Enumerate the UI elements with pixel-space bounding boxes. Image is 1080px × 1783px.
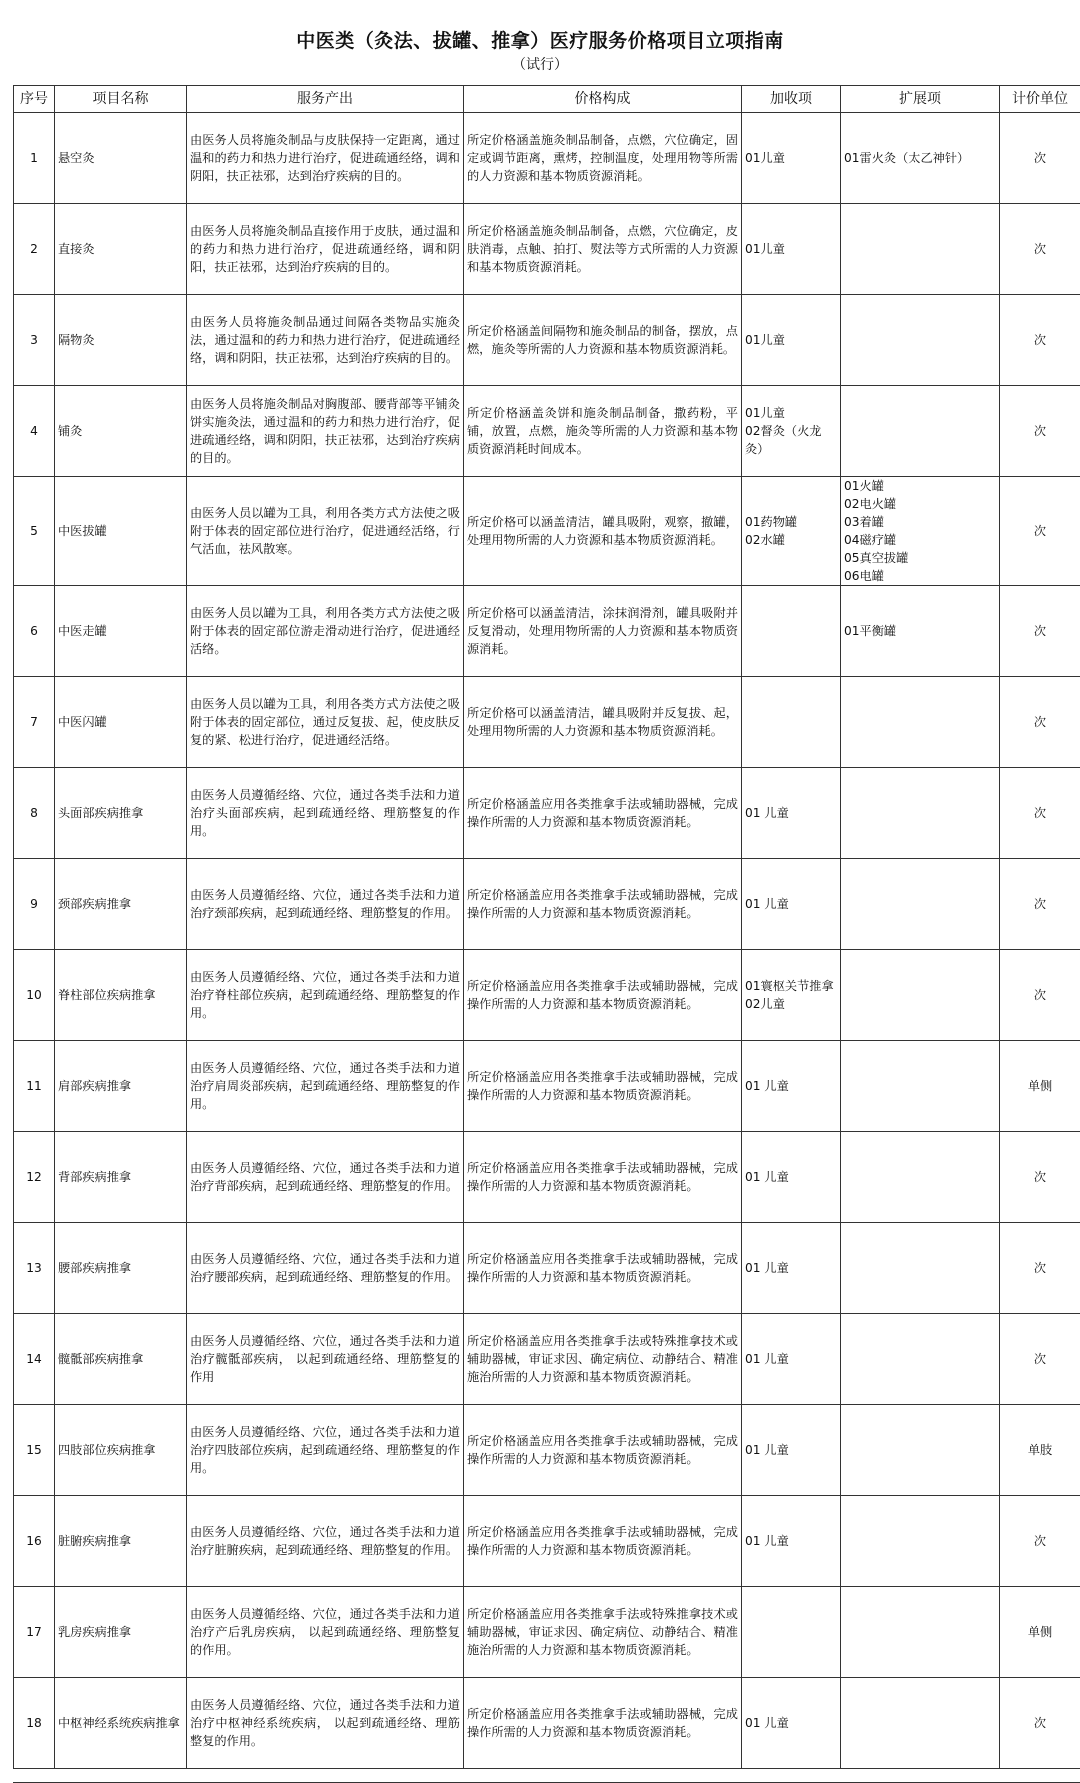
cell-surcharge-text: 01 儿童 xyxy=(745,897,789,911)
cell-surcharge xyxy=(742,204,841,295)
cell-surcharge xyxy=(742,859,841,950)
cell-unit xyxy=(1000,768,1080,859)
pricing-table xyxy=(13,85,1080,1769)
cell-item-name xyxy=(55,768,187,859)
cell-service-output-text: 由医务人员将施灸制品与皮肤保持一定距离，通过温和的药力和热力进行治疗，促进疏通经络，调和阴阳，扶正祛邪，达到治疗疾病的目的。 xyxy=(190,133,460,183)
cell-service-output-text: 由医务人员遵循经络、穴位，通过各类手法和力道治疗肩周炎部疾病，起到疏通经络、理筋整复的作用。 xyxy=(190,1061,460,1111)
cell-price-composition xyxy=(464,1496,742,1587)
cell-no xyxy=(14,1496,55,1587)
header-price: 价格构成 xyxy=(464,86,742,113)
cell-extension-text: 01平衡罐 xyxy=(844,624,897,638)
cell-surcharge xyxy=(742,386,841,477)
cell-price-composition xyxy=(464,295,742,386)
cell-service-output xyxy=(187,1314,464,1405)
cell-unit xyxy=(1000,113,1080,204)
cell-unit-text: 次 xyxy=(1033,1170,1047,1184)
cell-unit xyxy=(1000,1223,1080,1314)
cell-surcharge xyxy=(742,1587,841,1678)
cell-surcharge-text: 01儿童 xyxy=(745,242,785,256)
cell-unit xyxy=(1000,1496,1080,1587)
cell-item-name-text: 悬空灸 xyxy=(58,151,95,165)
cell-surcharge-text: 01儿童 xyxy=(745,151,785,165)
cell-extension xyxy=(841,1405,1000,1496)
cell-service-output-text: 由医务人员遵循经络、穴位，通过各类手法和力道治疗四肢部位疾病，起到疏通经络、理筋整复的作用。 xyxy=(190,1425,460,1475)
table-row xyxy=(14,1405,1080,1496)
cell-item-name-text: 脊柱部位疾病推拿 xyxy=(58,988,156,1002)
cell-no xyxy=(14,1314,55,1405)
cell-service-output xyxy=(187,1405,464,1496)
cell-service-output-text: 由医务人员将施灸制品对胸腹部、腰背部等平铺灸饼实施灸法，通过温和的药力和热力进行治疗，促进疏通经络，调和阴阳，扶正祛邪，达到治疗疾病的目的。 xyxy=(190,397,460,465)
cell-extension xyxy=(841,477,1000,586)
cell-item-name-text: 中医闪罐 xyxy=(58,715,107,729)
table-row xyxy=(14,113,1080,204)
cell-unit-text: 次 xyxy=(1033,1534,1047,1548)
cell-price-composition xyxy=(464,1405,742,1496)
cell-item-name-text: 腰部疾病推拿 xyxy=(58,1261,132,1275)
cell-service-output xyxy=(187,677,464,768)
cell-unit-text: 次 xyxy=(1033,988,1047,1002)
cell-price-composition xyxy=(464,768,742,859)
cell-service-output-text: 由医务人员遵循经络、穴位，通过各类手法和力道治疗髋骶部疾病， 以起到疏通经络、理筋整复的作用 xyxy=(190,1334,460,1384)
cell-extension xyxy=(841,1041,1000,1132)
cell-service-output xyxy=(187,477,464,586)
cell-unit-text: 次 xyxy=(1033,1352,1047,1366)
cell-surcharge xyxy=(742,1405,841,1496)
cell-extension xyxy=(841,950,1000,1041)
table-row xyxy=(14,1041,1080,1132)
cell-surcharge-text: 01儿童 xyxy=(745,333,785,347)
cell-no-text: 12 xyxy=(26,1170,42,1184)
cell-price-composition-text: 所定价格涵盖应用各类推拿手法或辅助器械，完成操作所需的人力资源和基本物质资源消耗。 xyxy=(467,888,738,920)
header-unit: 计价单位 xyxy=(1000,86,1080,113)
cell-surcharge xyxy=(742,1223,841,1314)
table-row xyxy=(14,386,1080,477)
cell-no-text: 15 xyxy=(26,1443,42,1457)
cell-surcharge-text: 01 儿童 xyxy=(745,1170,789,1184)
header-ext: 扩展项 xyxy=(841,86,1000,113)
cell-item-name xyxy=(55,586,187,677)
cell-unit xyxy=(1000,295,1080,386)
cell-extension xyxy=(841,1314,1000,1405)
cell-no xyxy=(14,859,55,950)
cell-item-name-text: 乳房疾病推拿 xyxy=(58,1625,132,1639)
cell-price-composition xyxy=(464,677,742,768)
cell-price-composition-text: 所定价格涵盖应用各类推拿手法或辅助器械，完成操作所需的人力资源和基本物质资源消耗。 xyxy=(467,1434,738,1466)
cell-item-name-text: 中医拔罐 xyxy=(58,524,107,538)
cell-unit-text: 次 xyxy=(1033,715,1047,729)
cell-service-output xyxy=(187,1041,464,1132)
cell-unit xyxy=(1000,1678,1080,1769)
cell-service-output-text: 由医务人员将施灸制品通过间隔各类物品实施灸法，通过温和的药力和热力进行治疗，促进疏通经络，调和阴阳，扶正祛邪，达到治疗疾病的目的。 xyxy=(190,315,460,365)
cell-extension xyxy=(841,859,1000,950)
cell-no xyxy=(14,386,55,477)
cell-surcharge-text: 01 儿童 xyxy=(745,1261,789,1275)
cell-surcharge-text: 01药物罐 02水罐 xyxy=(745,515,798,547)
cell-unit xyxy=(1000,677,1080,768)
cell-no-text: 3 xyxy=(30,333,38,347)
cell-price-composition xyxy=(464,1223,742,1314)
cell-unit xyxy=(1000,1405,1080,1496)
cell-unit xyxy=(1000,1587,1080,1678)
cell-unit-text: 次 xyxy=(1033,242,1047,256)
cell-service-output xyxy=(187,586,464,677)
cell-item-name xyxy=(55,1041,187,1132)
cell-service-output xyxy=(187,204,464,295)
cell-price-composition-text: 所定价格可以涵盖清洁，罐具吸附，观察，撤罐，处理用物所需的人力资源和基本物质资源消耗。 xyxy=(467,515,738,547)
cell-service-output xyxy=(187,1587,464,1678)
cell-surcharge-text: 01 儿童 xyxy=(745,1443,789,1457)
cell-no xyxy=(14,586,55,677)
cell-no-text: 1 xyxy=(30,151,38,165)
cell-no-text: 6 xyxy=(30,624,38,638)
header-extra: 加收项 xyxy=(742,86,841,113)
header-no: 序号 xyxy=(14,86,55,113)
cell-unit-text: 单肢 xyxy=(1027,1443,1053,1457)
cell-unit xyxy=(1000,477,1080,586)
cell-unit-text: 次 xyxy=(1033,897,1047,911)
cell-price-composition xyxy=(464,1678,742,1769)
cell-no xyxy=(14,1405,55,1496)
cell-item-name-text: 颈部疾病推拿 xyxy=(58,897,132,911)
cell-surcharge-text: 01 儿童 xyxy=(745,1079,789,1093)
cell-price-composition-text: 所定价格涵盖施灸制品制备，点燃，穴位确定，固定或调节距离，熏烤，控制温度，处理用物等所需的人力资源和基本物质资源消耗。 xyxy=(467,133,738,183)
cell-no-text: 8 xyxy=(30,806,38,820)
cell-no xyxy=(14,677,55,768)
cell-extension xyxy=(841,1496,1000,1587)
cell-no xyxy=(14,1041,55,1132)
table-row xyxy=(14,677,1080,768)
cell-no xyxy=(14,204,55,295)
cell-item-name xyxy=(55,677,187,768)
cell-surcharge-text: 01儿童 02督灸（火龙灸） xyxy=(745,406,822,456)
cell-unit-text: 单侧 xyxy=(1027,1625,1053,1639)
cell-surcharge xyxy=(742,586,841,677)
cell-price-composition xyxy=(464,204,742,295)
cell-service-output xyxy=(187,386,464,477)
cell-extension xyxy=(841,113,1000,204)
cell-item-name-text: 中医走罐 xyxy=(58,624,107,638)
cell-service-output xyxy=(187,1223,464,1314)
cell-unit-text: 次 xyxy=(1033,624,1047,638)
cell-no xyxy=(14,1587,55,1678)
cell-service-output-text: 由医务人员遵循经络、穴位，通过各类手法和力道治疗脏腑疾病，起到疏通经络、理筋整复的作用。 xyxy=(190,1525,460,1557)
cell-surcharge-text: 01 儿童 xyxy=(745,1352,789,1366)
cell-no xyxy=(14,950,55,1041)
cell-surcharge xyxy=(742,477,841,586)
cell-price-composition-text: 所定价格涵盖应用各类推拿手法或辅助器械，完成操作所需的人力资源和基本物质资源消耗。 xyxy=(467,979,738,1011)
cell-service-output xyxy=(187,295,464,386)
cell-item-name xyxy=(55,1223,187,1314)
cell-price-composition-text: 所定价格涵盖应用各类推拿手法或辅助器械，完成操作所需的人力资源和基本物质资源消耗。 xyxy=(467,1070,738,1102)
table-row xyxy=(14,295,1080,386)
cell-price-composition-text: 所定价格涵盖应用各类推拿手法或辅助器械，完成操作所需的人力资源和基本物质资源消耗。 xyxy=(467,1252,738,1284)
cell-unit-text: 次 xyxy=(1033,1716,1047,1730)
cell-no-text: 14 xyxy=(26,1352,42,1366)
cell-service-output-text: 由医务人员遵循经络、穴位，通过各类手法和力道治疗颈部疾病，起到疏通经络、理筋整复的作用。 xyxy=(190,888,460,920)
cell-extension xyxy=(841,1587,1000,1678)
cell-service-output-text: 由医务人员遵循经络、穴位，通过各类手法和力道治疗背部疾病，起到疏通经络、理筋整复的作用。 xyxy=(190,1161,460,1193)
cell-price-composition-text: 所定价格涵盖应用各类推拿手法或辅助器械，完成操作所需的人力资源和基本物质资源消耗。 xyxy=(467,1161,738,1193)
cell-service-output-text: 由医务人员遵循经络、穴位，通过各类手法和力道治疗产后乳房疾病， 以起到疏通经络、理筋整复的作用。 xyxy=(190,1607,460,1657)
cell-price-composition-text: 所定价格涵盖施灸制品制备，点燃，穴位确定，皮肤消毒，点触、拍打、熨法等方式所需的人力资源和基本物质资源消耗。 xyxy=(467,224,738,274)
cell-price-composition-text: 所定价格涵盖应用各类推拿手法或辅助器械，完成操作所需的人力资源和基本物质资源消耗。 xyxy=(467,1707,738,1739)
cell-extension xyxy=(841,586,1000,677)
cell-no-text: 2 xyxy=(30,242,38,256)
cell-item-name xyxy=(55,1678,187,1769)
cell-no-text: 5 xyxy=(30,524,38,538)
cell-extension-text: 01雷火灸（太乙神针） xyxy=(844,151,970,165)
cell-service-output-text: 由医务人员以罐为工具，利用各类方式方法使之吸附于体表的固定部位，通过反复拔、起，使皮肤反复的紧、松进行治疗，促进通经活络。 xyxy=(190,697,460,747)
cell-no-text: 13 xyxy=(26,1261,42,1275)
cell-service-output-text: 由医务人员遵循经络、穴位，通过各类手法和力道治疗腰部疾病，起到疏通经络、理筋整复的作用。 xyxy=(190,1252,460,1284)
cell-extension xyxy=(841,1678,1000,1769)
cell-service-output xyxy=(187,113,464,204)
cell-service-output xyxy=(187,950,464,1041)
cell-surcharge xyxy=(742,1132,841,1223)
cell-service-output-text: 由医务人员将施灸制品直接作用于皮肤，通过温和的药力和热力进行治疗，促进疏通经络，调和阴阳，扶正祛邪，达到治疗疾病的目的。 xyxy=(190,224,460,274)
table-row xyxy=(14,1678,1080,1769)
cell-no-text: 11 xyxy=(26,1079,42,1093)
cell-item-name xyxy=(55,1314,187,1405)
cell-service-output-text: 由医务人员遵循经络、穴位，通过各类手法和力道治疗中枢神经系统疾病， 以起到疏通经络、理筋整复的作用。 xyxy=(190,1698,460,1748)
cell-service-output xyxy=(187,1678,464,1769)
cell-extension xyxy=(841,677,1000,768)
cell-no-text: 17 xyxy=(26,1625,42,1639)
cell-surcharge xyxy=(742,1496,841,1587)
cell-extension xyxy=(841,768,1000,859)
cell-no-text: 10 xyxy=(26,988,42,1002)
cell-no xyxy=(14,768,55,859)
header-name: 项目名称 xyxy=(55,86,187,113)
cell-unit xyxy=(1000,950,1080,1041)
table-header-row xyxy=(14,86,1080,113)
cell-unit-text: 次 xyxy=(1033,151,1047,165)
cell-price-composition xyxy=(464,1132,742,1223)
page-title: 中医类（灸法、拔罐、推拿）医疗服务价格项目立项指南 xyxy=(296,30,784,52)
table-row xyxy=(14,1587,1080,1678)
cell-service-output-text: 由医务人员遵循经络、穴位，通过各类手法和力道治疗脊柱部位疾病，起到疏通经络、理筋整复的作用。 xyxy=(190,970,460,1020)
cell-item-name xyxy=(55,1496,187,1587)
cell-no xyxy=(14,477,55,586)
cell-no-text: 9 xyxy=(30,897,38,911)
cell-item-name-text: 中枢神经系统疾病推拿 xyxy=(58,1716,180,1730)
cell-unit xyxy=(1000,1314,1080,1405)
cell-service-output-text: 由医务人员遵循经络、穴位，通过各类手法和力道治疗头面部疾病，起到疏通经络、理筋整复的作用。 xyxy=(190,788,460,838)
cell-unit-text: 次 xyxy=(1033,524,1047,538)
cell-price-composition-text: 所定价格可以涵盖清洁，罐具吸附并反复拔、起，处理用物所需的人力资源和基本物质资源消耗。 xyxy=(467,706,738,738)
cell-item-name-text: 脏腑疾病推拿 xyxy=(58,1534,132,1548)
cell-surcharge-text: 01 儿童 xyxy=(745,1534,789,1548)
table-row xyxy=(14,1223,1080,1314)
cell-price-composition-text: 所定价格涵盖间隔物和施灸制品的制备，摆放，点燃，施灸等所需的人力资源和基本物质资源消耗。 xyxy=(467,324,738,356)
cell-surcharge xyxy=(742,295,841,386)
cell-surcharge-text: 01 儿童 xyxy=(745,806,789,820)
table-row xyxy=(14,859,1080,950)
cell-item-name xyxy=(55,950,187,1041)
cell-item-name-text: 头面部疾病推拿 xyxy=(58,806,144,820)
cell-price-composition-text: 所定价格涵盖应用各类推拿手法或特殊推拿技术或辅助器械，审证求因、确定病位、动静结合、精准施治所需的人力资源和基本物质资源消耗。 xyxy=(467,1607,738,1657)
cell-service-output-text: 由医务人员以罐为工具，利用各类方式方法使之吸附于体表的固定部位游走滑动进行治疗，促进通经活络。 xyxy=(190,606,460,656)
table-row xyxy=(14,1314,1080,1405)
page-subtitle: （试行） xyxy=(512,57,568,73)
cell-surcharge xyxy=(742,677,841,768)
cell-surcharge xyxy=(742,1041,841,1132)
cell-service-output xyxy=(187,1132,464,1223)
table-row xyxy=(14,768,1080,859)
cell-no xyxy=(14,295,55,386)
cell-item-name xyxy=(55,204,187,295)
cell-no xyxy=(14,1223,55,1314)
cell-price-composition-text: 所定价格涵盖应用各类推拿手法或辅助器械，完成操作所需的人力资源和基本物质资源消耗。 xyxy=(467,797,738,829)
cell-item-name xyxy=(55,1587,187,1678)
cell-unit-text: 次 xyxy=(1033,1261,1047,1275)
cell-surcharge-text: 01 儿童 xyxy=(745,1716,789,1730)
cell-unit xyxy=(1000,386,1080,477)
cell-surcharge-text: 01寰枢关节推拿 02儿童 xyxy=(745,979,834,1011)
cell-unit xyxy=(1000,204,1080,295)
cell-extension xyxy=(841,204,1000,295)
cell-unit xyxy=(1000,1041,1080,1132)
table-row xyxy=(14,1496,1080,1587)
cell-price-composition xyxy=(464,386,742,477)
cell-service-output-text: 由医务人员以罐为工具，利用各类方式方法使之吸附于体表的固定部位进行治疗，促进通经活络，行气活血，祛风散寒。 xyxy=(190,506,460,556)
cell-item-name xyxy=(55,1405,187,1496)
cell-item-name-text: 背部疾病推拿 xyxy=(58,1170,132,1184)
cell-no-text: 4 xyxy=(30,424,38,438)
cell-no-text: 7 xyxy=(30,715,38,729)
cell-item-name-text: 直接灸 xyxy=(58,242,95,256)
cell-extension xyxy=(841,386,1000,477)
cell-no xyxy=(14,113,55,204)
cell-price-composition xyxy=(464,1314,742,1405)
cell-item-name-text: 四肢部位疾病推拿 xyxy=(58,1443,156,1457)
cell-unit xyxy=(1000,1132,1080,1223)
cell-surcharge xyxy=(742,1678,841,1769)
cell-service-output xyxy=(187,859,464,950)
table-row xyxy=(14,204,1080,295)
table-row xyxy=(14,586,1080,677)
cell-unit xyxy=(1000,859,1080,950)
cell-price-composition-text: 所定价格涵盖应用各类推拿手法或辅助器械，完成操作所需的人力资源和基本物质资源消耗。 xyxy=(467,1525,738,1557)
cell-price-composition-text: 所定价格涵盖应用各类推拿手法或特殊推拿技术或辅助器械，审证求因、确定病位、动静结合、精准施治所需的人力资源和基本物质资源消耗。 xyxy=(467,1334,738,1384)
cell-price-composition-text: 所定价格涵盖灸饼和施灸制品制备，撒药粉，平铺，放置，点燃，施灸等所需的人力资源和基本物质资源消耗时间成本。 xyxy=(467,406,738,456)
cell-no-text: 16 xyxy=(26,1534,42,1548)
cell-extension xyxy=(841,1223,1000,1314)
cell-price-composition xyxy=(464,477,742,586)
cell-item-name-text: 隔物灸 xyxy=(58,333,95,347)
cell-price-composition xyxy=(464,113,742,204)
cell-unit-text: 单侧 xyxy=(1027,1079,1053,1093)
cell-no xyxy=(14,1132,55,1223)
cell-price-composition xyxy=(464,586,742,677)
table-row xyxy=(14,477,1080,586)
cell-extension xyxy=(841,1132,1000,1223)
cell-surcharge xyxy=(742,113,841,204)
cell-no-text: 18 xyxy=(26,1716,42,1730)
cell-service-output xyxy=(187,1496,464,1587)
cell-unit-text: 次 xyxy=(1033,424,1047,438)
cell-surcharge xyxy=(742,768,841,859)
cell-unit xyxy=(1000,586,1080,677)
header-service: 服务产出 xyxy=(187,86,464,113)
cell-surcharge xyxy=(742,1314,841,1405)
table-row xyxy=(14,950,1080,1041)
cell-price-composition xyxy=(464,950,742,1041)
cell-extension-text: 01火罐 02电火罐 03着罐 04磁疗罐 05真空拔罐 06电罐 xyxy=(844,479,909,583)
table-row xyxy=(14,1132,1080,1223)
cell-no xyxy=(14,1678,55,1769)
cell-unit-text: 次 xyxy=(1033,806,1047,820)
cell-item-name xyxy=(55,859,187,950)
cell-surcharge xyxy=(742,950,841,1041)
cell-item-name xyxy=(55,477,187,586)
cell-item-name-text: 铺灸 xyxy=(58,424,83,438)
cell-item-name xyxy=(55,295,187,386)
cell-item-name-text: 髋骶部疾病推拿 xyxy=(58,1352,144,1366)
cell-unit-text: 次 xyxy=(1033,333,1047,347)
cell-service-output xyxy=(187,768,464,859)
cell-item-name xyxy=(55,386,187,477)
cell-extension xyxy=(841,295,1000,386)
cell-item-name xyxy=(55,113,187,204)
cell-price-composition-text: 所定价格可以涵盖清洁，涂抹润滑剂，罐具吸附并反复滑动，处理用物所需的人力资源和基本物质资源消耗。 xyxy=(467,606,738,656)
cell-price-composition xyxy=(464,1041,742,1132)
cell-price-composition xyxy=(464,1587,742,1678)
cell-item-name-text: 肩部疾病推拿 xyxy=(58,1079,132,1093)
cell-item-name xyxy=(55,1132,187,1223)
cell-price-composition xyxy=(464,859,742,950)
